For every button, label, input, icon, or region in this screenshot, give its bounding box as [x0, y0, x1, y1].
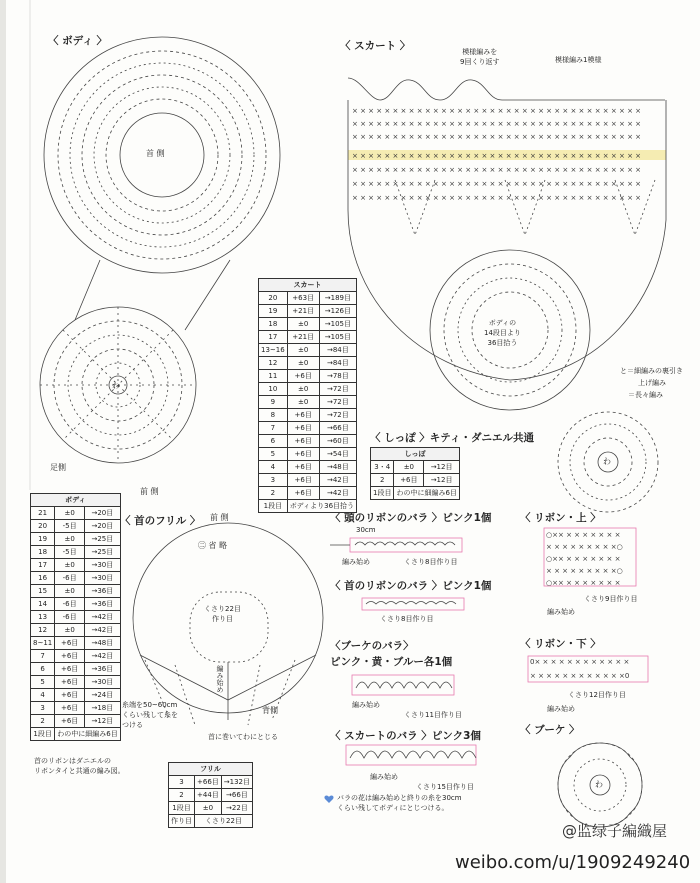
table-cell: +6目	[55, 702, 85, 715]
foot-center-wa: わ	[112, 381, 120, 390]
svg-text:× × × × × × × × ×○: × × × × × × × × ×○	[546, 567, 623, 575]
table-cell: →20目	[85, 507, 121, 520]
table-cell: -6目	[55, 611, 85, 624]
table-cell: -5目	[55, 520, 85, 533]
table-row	[31, 546, 121, 559]
head-start-label: 編み始め	[342, 558, 370, 566]
table-cell: ±0	[287, 318, 319, 331]
skirt-title: 〈 スカート 〉	[340, 40, 411, 52]
frill-table-title: フリル	[169, 763, 253, 776]
table-cell: 16	[31, 572, 55, 585]
head-30cm-label: 30cm	[356, 526, 376, 534]
table-cell: 4	[31, 689, 55, 702]
table-cell: 21	[31, 507, 55, 520]
neck-wrap-label: 首に巻いてわにとじる	[208, 733, 278, 741]
table-cell: 1段目	[371, 487, 394, 500]
ribbon-top-chain-label: くさり9目作り目	[584, 595, 638, 603]
skirt-rose-title: 〈 スカートのバラ 〉ピンク3個	[330, 730, 481, 742]
table-cell: 14	[31, 598, 55, 611]
yarn-note: 糸端を50~60cm くらい残して糸を つける	[122, 701, 178, 729]
frill-start-label: 編み始め	[216, 665, 224, 693]
tail-title: 〈 しっぽ 〉キティ・ダニエル共通	[370, 432, 534, 444]
table-cell: →42目	[319, 474, 356, 487]
table-row	[371, 461, 460, 474]
table-cell: →36目	[85, 585, 121, 598]
tail-center-wa: わ	[603, 457, 611, 466]
table-cell: →18目	[85, 702, 121, 715]
ribbon-bottom-title: 〈 リボン・下 〉	[520, 638, 601, 650]
table-row	[31, 637, 121, 650]
body-table-title: ボディ	[31, 494, 121, 507]
pattern-repeat-label: 模様編みを 9回くり返す	[460, 48, 500, 66]
table-cell: 6	[259, 435, 288, 448]
table-cell: ±0	[287, 396, 319, 409]
table-cell: ±0	[55, 533, 85, 546]
skirt-chain-label: くさり15目作り目	[416, 783, 474, 791]
table-cell: →36目	[85, 598, 121, 611]
bouquet-center-wa: わ	[595, 780, 603, 789]
table-cell: +6目	[287, 422, 319, 435]
body-front-label: 前 側	[140, 487, 159, 496]
table-cell: +6目	[55, 676, 85, 689]
table-row	[31, 689, 121, 702]
table-cell: →12目	[424, 474, 460, 487]
table-cell: 3	[259, 474, 288, 487]
table-cell: +6目	[55, 689, 85, 702]
table-cell: +6目	[287, 448, 319, 461]
table-cell: ±0	[55, 507, 85, 520]
body-table	[30, 493, 121, 741]
neck-frill-chart	[133, 523, 323, 725]
bouquet-rose-chart	[352, 675, 454, 695]
table-row	[169, 815, 253, 828]
table-row	[259, 292, 357, 305]
table-cell: →132目	[221, 776, 252, 789]
table-cell: →20目	[85, 520, 121, 533]
neck-chain-label: くさり8目作り目	[380, 615, 434, 623]
svg-text:× × × × × × × × × × × × × × ×: × × × × × × × × × × × × × × × × × × × × × × × × × × × × × × × × × × × ×	[352, 166, 642, 174]
table-cell: →84目	[319, 357, 356, 370]
table-cell: →66目	[221, 789, 252, 802]
table-row	[259, 474, 357, 487]
frill-front-label: 前 側	[210, 513, 229, 522]
table-cell: 2	[259, 487, 288, 500]
table-row	[31, 663, 121, 676]
table-cell: 1段目	[31, 728, 55, 741]
table-row	[259, 396, 357, 409]
table-cell: 4	[259, 461, 288, 474]
table-row	[31, 520, 121, 533]
table-cell: 6	[31, 663, 55, 676]
table-cell: 5	[31, 676, 55, 689]
table-row	[31, 715, 121, 728]
table-cell: 18	[259, 318, 288, 331]
table-cell: 15	[31, 585, 55, 598]
table-cell: ±0	[287, 357, 319, 370]
table-cell: ボディより36目拾う	[287, 500, 356, 513]
table-cell: →54目	[319, 448, 356, 461]
table-cell: 2	[31, 715, 55, 728]
table-row	[31, 598, 121, 611]
bouquet-rose-subtitle: ピンク・黄・ブルー各1個	[330, 656, 453, 668]
table-cell: 2	[371, 474, 394, 487]
bouquet-chain-label: くさり11目作り目	[404, 711, 462, 719]
table-cell: 17	[31, 559, 55, 572]
skirt-table	[258, 278, 357, 513]
table-cell: →72目	[319, 396, 356, 409]
table-cell: 19	[31, 533, 55, 546]
table-cell: →189目	[319, 292, 356, 305]
table-cell: 13~16	[259, 344, 288, 357]
ribbon-bottom-start-label: 編み始め	[547, 705, 575, 713]
table-cell: -5目	[55, 546, 85, 559]
table-cell: ±0	[55, 585, 85, 598]
table-cell: 12	[31, 624, 55, 637]
svg-text:× × × × × × × × × × × × × × ×: × × × × × × × × × × × × × × × × × × × × × × × × × × × × × × × × × × × ×	[352, 152, 642, 160]
watermark-logo: @监绿子編織屋	[562, 822, 668, 840]
table-cell: ±0	[287, 383, 319, 396]
table-cell: 9	[259, 396, 288, 409]
table-row	[259, 357, 357, 370]
table-row	[259, 409, 357, 422]
body-pickup-label: ボディの 14段目より 36目拾う	[484, 319, 521, 347]
table-cell: →42目	[85, 650, 121, 663]
table-cell: -6目	[55, 598, 85, 611]
table-cell: +21目	[287, 305, 319, 318]
table-row	[31, 624, 121, 637]
table-cell: +6目	[287, 474, 319, 487]
svg-text:○×× × × × × × × ×: ○×× × × × × × × ×	[546, 531, 621, 539]
body-title: 〈 ボディ 〉	[48, 35, 107, 47]
table-cell: 2	[169, 789, 195, 802]
table-cell: →42目	[85, 611, 121, 624]
bouquet-start-label: 編み始め	[352, 701, 380, 709]
table-cell: 1段目	[259, 500, 288, 513]
stitch-key-2: 上げ編み	[638, 379, 666, 387]
table-cell: 8~11	[31, 637, 55, 650]
svg-text:× × × × × × × × × × × × × × ×: × × × × × × × × × × × × × × × × × × × × × × × × × × × × × × × × × × × ×	[352, 120, 642, 128]
table-cell: →25目	[85, 533, 121, 546]
neck-ribbon-note: 首のリボンはダニエルの リボンタイと共通の編み図。	[34, 757, 125, 775]
table-cell: +6目	[394, 474, 424, 487]
table-cell: →22目	[221, 802, 252, 815]
rose-note: バラの花は編み始めと終りの糸を30cm くらい残してボディにとじつける。	[337, 794, 462, 812]
table-cell: →105目	[319, 331, 356, 344]
table-row	[259, 370, 357, 383]
table-cell: 5	[259, 448, 288, 461]
table-cell: 12	[259, 357, 288, 370]
watermark-url: weibo.com/u/1909249240	[455, 852, 691, 873]
bouquet-rose-title: 〈ブーケのバラ〉	[330, 640, 414, 652]
table-cell: →36目	[85, 663, 121, 676]
table-row	[31, 533, 121, 546]
neck-frill-title: 〈 首のフリル 〉	[120, 515, 201, 527]
table-cell: 8	[259, 409, 288, 422]
table-cell: 7	[259, 422, 288, 435]
table-cell: →30目	[85, 572, 121, 585]
table-row	[169, 789, 253, 802]
svg-text:○×× × × × × × × ×: ○×× × × × × × × ×	[546, 555, 621, 563]
svg-text:0× × × × × × × × × × × ×: 0× × × × × × × × × × × ×	[530, 658, 630, 666]
table-cell: →48目	[319, 461, 356, 474]
svg-text:○×× × × × × × × ×: ○×× × × × × × × ×	[546, 579, 621, 587]
table-row	[259, 500, 357, 513]
omit-label: ㊁ 省 略	[198, 541, 228, 550]
table-cell: →72目	[319, 383, 356, 396]
ribbon-top-title: 〈 リボン・上 〉	[520, 512, 601, 524]
table-row	[371, 487, 460, 500]
table-row	[169, 802, 253, 815]
table-cell: 3・4	[371, 461, 394, 474]
table-cell: 10	[259, 383, 288, 396]
skirt-start-label: 編み始め	[370, 773, 398, 781]
neck-side-label: 首 側	[146, 149, 165, 158]
table-row	[31, 507, 121, 520]
svg-text:× × × × × × × × × × × × × × ×: × × × × × × × × × × × × × × × × × × × × × × × × × × × × × × × × × × × ×	[352, 180, 642, 188]
table-cell: くさり22目	[195, 815, 253, 828]
neck-rose-title: 〈 首のリボンのバラ 〉ピンク1個	[330, 580, 492, 592]
table-cell: 17	[259, 331, 288, 344]
table-cell: +6目	[287, 409, 319, 422]
table-cell: +6目	[55, 663, 85, 676]
tail-table-title: しっぽ	[371, 448, 460, 461]
table-cell: →78目	[319, 370, 356, 383]
table-row	[259, 383, 357, 396]
skirt-rose-chart	[346, 745, 476, 765]
table-cell: →66目	[319, 422, 356, 435]
svg-text:× × × × × × × × × × × × × × ×: × × × × × × × × × × × × × × × × × × × × × × × × × × × × × × × × × × × ×	[352, 133, 642, 141]
head-rose-title: 〈 頭のリボンのバラ 〉ピンク1個	[330, 512, 492, 524]
ribbon-top-start-label: 編み始め	[547, 608, 575, 616]
table-row	[31, 611, 121, 624]
table-cell: →24目	[85, 689, 121, 702]
table-cell: +66目	[195, 776, 222, 789]
svg-text:× × × × × × × × × × × × × × ×: × × × × × × × × × × × × × × × × × × × × × × × × × × × × × × × × × × × ×	[352, 107, 642, 115]
table-cell: →30目	[85, 559, 121, 572]
table-cell: →25目	[85, 546, 121, 559]
table-row	[169, 776, 253, 789]
table-row	[259, 318, 357, 331]
table-cell: わの中に細編み6目	[394, 487, 459, 500]
table-row	[259, 331, 357, 344]
table-cell: →48目	[85, 637, 121, 650]
head-rose-chart	[330, 538, 462, 552]
ribbon-bottom-chain-label: くさり12目作り目	[568, 691, 626, 699]
skirt-stitch-rows	[352, 107, 641, 202]
head-chain-label: くさり8目作り目	[404, 558, 458, 566]
table-row	[31, 585, 121, 598]
table-cell: →42目	[85, 624, 121, 637]
table-cell: ±0	[394, 461, 424, 474]
table-row	[31, 728, 121, 741]
table-cell: 作り目	[169, 815, 195, 828]
table-cell: 19	[259, 305, 288, 318]
table-cell: わの中に細編み6目	[55, 728, 120, 741]
table-cell: →12目	[85, 715, 121, 728]
bouquet-title: 〈 ブーケ 〉	[520, 724, 580, 736]
table-row	[259, 422, 357, 435]
pattern-one-label: 模様編み1模様	[555, 56, 602, 64]
table-row	[259, 305, 357, 318]
table-cell: →126目	[319, 305, 356, 318]
svg-text:× × × × × × × × × × × × × × ×: × × × × × × × × × × × × × × × × × × × × × × × × × × × × × × × × × × × ×	[352, 194, 642, 202]
svg-text:× × × × × × × × ×○: × × × × × × × × ×○	[546, 543, 623, 551]
chain22-label: くさり22目 作り目	[204, 605, 241, 623]
table-cell: 11	[259, 370, 288, 383]
tail-table	[370, 447, 460, 500]
table-row	[259, 435, 357, 448]
table-row	[31, 572, 121, 585]
table-row	[259, 448, 357, 461]
table-cell: 20	[259, 292, 288, 305]
table-cell: +21目	[287, 331, 319, 344]
table-cell: ±0	[55, 624, 85, 637]
table-cell: +63目	[287, 292, 319, 305]
table-cell: 3	[169, 776, 195, 789]
table-cell: +6目	[55, 650, 85, 663]
table-cell: →60目	[319, 435, 356, 448]
table-cell: ±0	[195, 802, 222, 815]
table-cell: -6目	[55, 572, 85, 585]
table-row	[259, 461, 357, 474]
table-row	[371, 474, 460, 487]
table-cell: +6目	[287, 461, 319, 474]
stitch-key-3: ＝長々編み	[628, 391, 663, 399]
foot-side-label: 足側	[50, 463, 66, 472]
table-cell: +6目	[55, 637, 85, 650]
table-cell: 1段目	[169, 802, 195, 815]
stitch-key-1: と＝細編みの裏引き	[620, 367, 683, 375]
heart-icon	[324, 796, 333, 803]
table-cell: 7	[31, 650, 55, 663]
table-cell: →30目	[85, 676, 121, 689]
table-cell: 20	[31, 520, 55, 533]
svg-text:× × × × × × × × × × × ×0: × × × × × × × × × × × ×0	[530, 672, 630, 680]
table-cell: →72目	[319, 409, 356, 422]
table-row	[259, 344, 357, 357]
table-cell: →42目	[319, 487, 356, 500]
table-cell: 18	[31, 546, 55, 559]
table-cell: +6目	[287, 487, 319, 500]
table-cell: +6目	[287, 435, 319, 448]
table-row	[31, 676, 121, 689]
table-cell: ±0	[55, 559, 85, 572]
table-cell: +6目	[55, 715, 85, 728]
table-cell: +6目	[287, 370, 319, 383]
table-cell: →12目	[424, 461, 460, 474]
table-row	[31, 559, 121, 572]
skirt-table-title: スカート	[259, 279, 357, 292]
back-side-label: 背側	[262, 706, 278, 715]
table-row	[31, 702, 121, 715]
table-row	[259, 487, 357, 500]
table-cell: 13	[31, 611, 55, 624]
table-cell: 3	[31, 702, 55, 715]
frill-table	[168, 762, 253, 828]
neck-rose-chart	[362, 598, 464, 610]
table-cell: ±0	[287, 344, 319, 357]
table-row	[31, 650, 121, 663]
table-cell: +44目	[195, 789, 222, 802]
table-cell: →105目	[319, 318, 356, 331]
table-cell: →84目	[319, 344, 356, 357]
